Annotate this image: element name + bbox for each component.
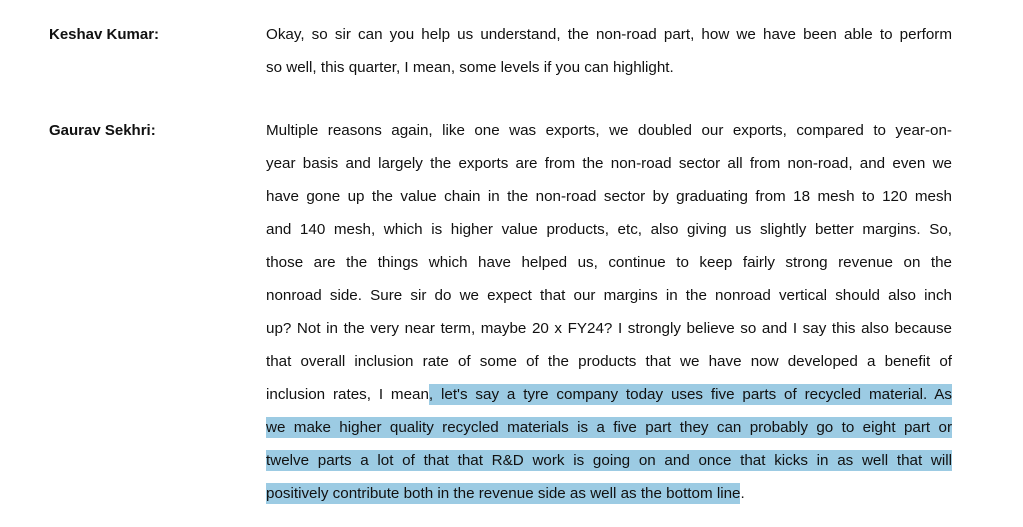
speaker-name: Gaurav Sekhri: <box>49 122 156 139</box>
speaker-name: Keshav Kumar: <box>49 26 160 43</box>
highlighted-text: we make higher quality recycled materials is a five part they can probably go to eight part or <box>266 419 952 436</box>
dialogue-line: year basis and largely the exports are from the non-road sector all from non-road, and even we <box>266 155 952 172</box>
dialogue-line: Multiple reasons again, like one was exports, we doubled our exports, compared to year-on- <box>266 122 952 139</box>
dialogue-line: positively contribute both in the revenue side as well as the bottom line. <box>266 485 745 502</box>
dialogue-line: that overall inclusion rate of some of the products that we have now developed a benefit of <box>266 353 952 370</box>
dialogue-line: and 140 mesh, which is higher value products, etc, also giving us slightly better margins. So, <box>266 221 952 238</box>
dialogue-line <box>266 411 952 444</box>
dialogue-line: nonroad side. Sure sir do we expect that our margins in the nonroad vertical should also inch <box>266 287 952 304</box>
dialogue-line: so well, this quarter, I mean, some levels if you can highlight. <box>266 59 674 76</box>
dialogue-line: those are the things which have helped us, continue to keep fairly strong revenue on the <box>266 254 952 271</box>
dialogue-line <box>266 444 952 477</box>
highlighted-text: , let's say a tyre company today uses five parts of recycled material. As <box>428 386 952 403</box>
dialogue-line: inclusion rates, I mean, let's say a tyre company today uses five parts of recycled material. As <box>266 386 952 403</box>
dialogue-line: Okay, so sir can you help us understand, the non-road part, how we have been able to perform <box>266 26 952 43</box>
highlighted-text: twelve parts a lot of that that R&D work is going on and once that kicks in as well that will <box>266 452 952 469</box>
dialogue-line: up? Not in the very near term, maybe 20 x FY24? I strongly believe so and I say this also because <box>266 320 952 337</box>
highlighted-text: positively contribute both in the revenue side as well as the bottom line <box>266 485 741 502</box>
dialogue-line: have gone up the value chain in the non-road sector by graduating from 18 mesh to 120 mesh <box>266 188 952 205</box>
